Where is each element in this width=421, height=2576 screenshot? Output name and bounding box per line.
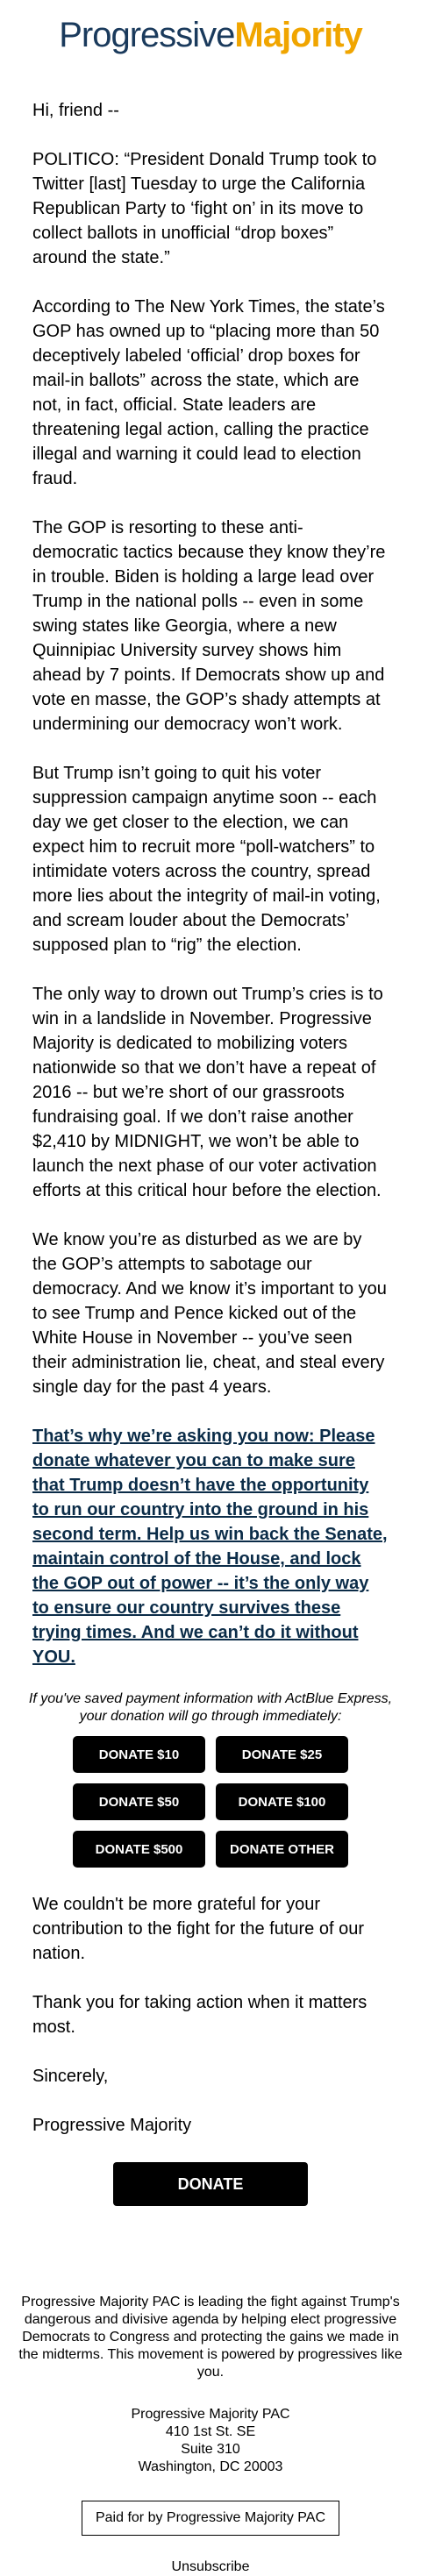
- donate-100-button[interactable]: DONATE $100: [216, 1783, 348, 1820]
- address-line: Washington, DC 20003: [138, 2459, 283, 2474]
- closing-section: [0, 1892, 421, 2138]
- logo: [0, 0, 421, 70]
- greeting: Hi, friend --: [32, 101, 119, 120]
- donate-button-grid: [0, 1736, 421, 1868]
- closing-paragraph: Thank you for taking action when it matters most.: [32, 1993, 367, 2037]
- body-paragraph: According to The New York Times, the state’s GOP has owned up to “placing more than 50 deceptively labeled ‘official’ drop boxes for mail-in ballots” across the state, which are not, in fact, official. State leaders are threatening legal action, calling the practice illegal and warning it could lead to election fraud.: [32, 297, 385, 488]
- footer-mission: Progressive Majority PAC is leading the fight against Trump's dangerous and divisive agenda by helping elect progressive Democrats to Congress and protecting the gains we made in the midterms. This movement is powered by progressives like you.: [18, 2295, 403, 2380]
- donate-500-button[interactable]: DONATE $500: [73, 1831, 205, 1868]
- actblue-note: If you've saved payment information with ActBlue Express, your donation will go through immediately:: [28, 1691, 393, 1724]
- address-line: Suite 310: [181, 2442, 240, 2457]
- closing-paragraph: We couldn't be more grateful for your contribution to the fight for the future of our nation.: [32, 1895, 365, 1963]
- address-line: Progressive Majority PAC: [131, 2407, 290, 2422]
- donate-button[interactable]: DONATE: [113, 2162, 308, 2206]
- body-paragraph: POLITICO: “President Donald Trump took to Twitter [last] Tuesday to urge the California Republican Party to ‘fight on’ in its move to collect ballots in unofficial “drop boxes” around the state.”: [32, 150, 377, 267]
- donate-50-button[interactable]: DONATE $50: [73, 1783, 205, 1820]
- body-paragraph: We know you’re as disturbed as we are by the GOP’s attempts to sabotage our democracy. And we know it’s important to you to see Trump and Pence kicked out of the White House in November -- you’ve seen their administration lie, cheat, and steal every single day for the past 4 years.: [32, 1230, 387, 1397]
- donate-10-button[interactable]: DONATE $10: [73, 1736, 205, 1773]
- logo-part-progressive: Progressive: [59, 15, 235, 54]
- body-paragraph: The only way to drown out Trump’s cries is to win in a landslide in November. Progressive Majority is dedicated to mobilizing voters nationwide so that we don’t have a repeat of 2016 -- but we’re short of our grassroots fundraising goal. If we don’t raise another $2,410 by MIDNIGHT, we won’t be able to launch the next phase of our voter activation efforts at this critical hour before the election.: [32, 985, 383, 1200]
- paid-for-box: Paid for by Progressive Majority PAC: [82, 2501, 339, 2536]
- donate-25-button[interactable]: DONATE $25: [216, 1736, 348, 1773]
- body-paragraph: The GOP is resorting to these anti-democratic tactics because they know they’re in trouble. Biden is holding a large lead over Trump in the national polls -- even in some swing states like Georgia, where a new Quinnipiac University survey shows him ahead by 7 points. If Democrats show up and vote en masse, the GOP’s shady attempts at undermining our democracy won’t work.: [32, 518, 386, 734]
- sign-off: Sincerely,: [32, 2067, 109, 2086]
- donate-other-button[interactable]: DONATE OTHER: [216, 1831, 348, 1868]
- cta-link[interactable]: That’s why we’re asking you now: Please donate whatever you can to make sure that Trump doesn’t have the opportunity to run our country into the ground in his second term. Help us win back the Senate, maintain control of the House, and lock the GOP out of power -- it’s the only way to ensure our country survives these trying times. And we can’t do it without YOU.: [32, 1427, 388, 1667]
- footer: [0, 2206, 421, 2576]
- logo-part-majority: Majority: [234, 15, 362, 54]
- address-line: 410 1st St. SE: [165, 2424, 256, 2439]
- email-body: [0, 70, 421, 1669]
- unsubscribe-link[interactable]: Unsubscribe: [171, 2559, 250, 2574]
- signature: Progressive Majority: [32, 2116, 192, 2135]
- body-paragraph: But Trump isn’t going to quit his voter suppression campaign anytime soon -- each day we get closer to the election, we can expect him to recruit more “poll-watchers” to intimidate voters across the country, spread more lies about the integrity of mail-in voting, and scream louder about the Democrats’ supposed plan to “rig” the election.: [32, 764, 381, 955]
